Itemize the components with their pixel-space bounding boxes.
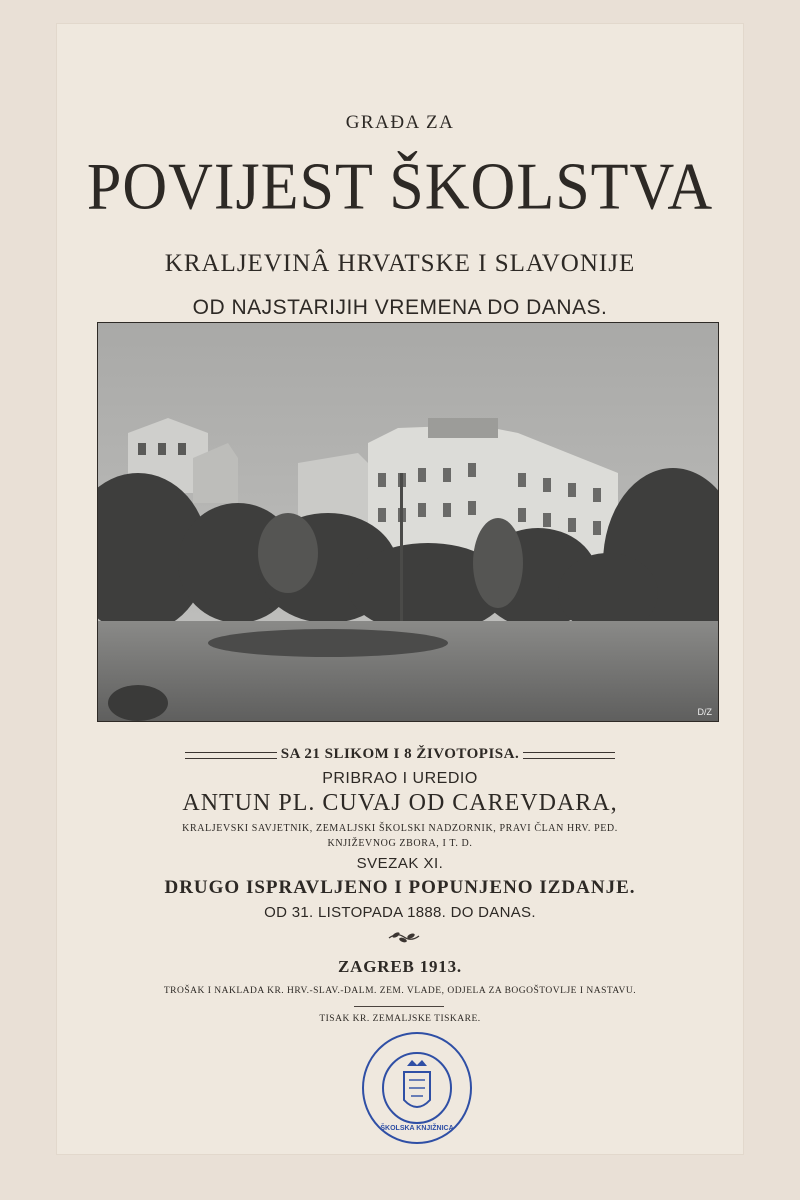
library-stamp-icon <box>359 1030 475 1146</box>
leaf-ornament-icon <box>387 930 421 944</box>
title-page <box>57 24 743 1154</box>
photo-illustration <box>98 323 718 721</box>
illustrations-note: SA 21 SLIKOM I 8 ŽIVOTOPISA. <box>280 746 520 762</box>
double-rule-left <box>185 752 277 759</box>
divider-rule <box>354 1006 444 1007</box>
subtitle-line-2: OD NAJSTARIJIH VREMENA DO DANAS. <box>192 296 608 319</box>
double-rule-right <box>523 752 615 759</box>
supertitle: GRAĐA ZA <box>345 112 455 133</box>
place-and-year: ZAGREB 1913. <box>338 957 462 976</box>
building-photograph <box>97 322 719 722</box>
period-covered: OD 31. LISTOPADA 1888. DO DANAS. <box>264 904 536 921</box>
photo-signature: D/Z <box>697 707 712 717</box>
author-credentials-line-2: KNJIŽEVNOG ZBORA, I T. D. <box>327 838 473 849</box>
author-name: ANTUN PL. CUVAJ OD CAREVDARA, <box>182 790 618 816</box>
main-title: POVIJEST ŠKOLSTVA <box>86 150 714 224</box>
volume-number: SVEZAK XI. <box>356 855 444 872</box>
subtitle-line-1: KRALJEVINÂ HRVATSKE I SLAVONIJE <box>164 250 636 277</box>
publisher-note: TROŠAK I NAKLADA KR. HRV.-SLAV.-DALM. ZEM. VLADE, ODJELA ZA BOGOŠTOVLJE I NASTAVU. <box>163 986 637 996</box>
printer-note: TISAK KR. ZEMALJSKE TISKARE. <box>319 1014 481 1024</box>
edited-by: PRIBRAO I UREDIO <box>322 770 478 787</box>
svg-text:ŠKOLSKA KNJIŽNICA: ŠKOLSKA KNJIŽNICA <box>380 1125 454 1132</box>
author-credentials-line-1: KRALJEVSKI SAVJETNIK, ZEMALJSKI ŠKOLSKI NADZORNIK, PRAVI ČLAN HRV. PED. <box>182 823 618 834</box>
edition-statement: DRUGO ISPRAVLJENO I POPUNJENO IZDANJE. <box>164 877 636 898</box>
illustrations-line <box>185 748 615 764</box>
